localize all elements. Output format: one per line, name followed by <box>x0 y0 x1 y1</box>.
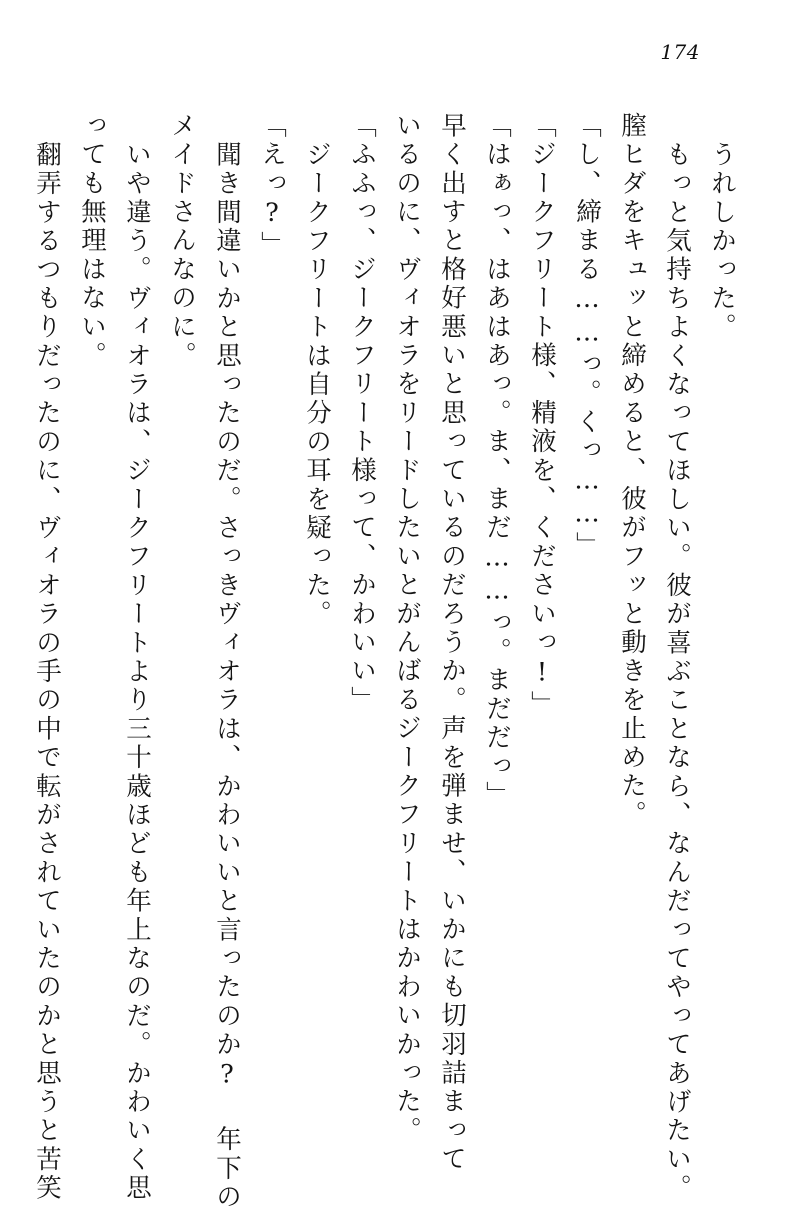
text-column: 「ジークフリート様、精液を、くださいっ!」 <box>527 112 557 720</box>
text-column: 翻弄するつもりだったのに、ヴィオラの手の中で転がされていたのかと思うと苦笑 <box>32 141 62 1203</box>
text-column: メイドさんなのに。 <box>167 112 197 371</box>
text-column: っても無理はない。 <box>77 112 107 371</box>
text-column: 膣ヒダをキュッと締めると、彼がフッと動きを止めた。 <box>617 112 647 830</box>
text-column: 「し、締まる……っ。くっ……」 <box>572 112 602 561</box>
text-column: 聞き間違いかと思ったのだ。さっきヴィオラは、かわいいと言ったのか? 年下の <box>212 141 242 1212</box>
text-column: いや違う。ヴィオラは、ジークフリートより三十歳ほども年上なのだ。かわいく思 <box>122 141 152 1203</box>
text-column: もっと気持ちよくなってほしい。彼が喜ぶことなら、なんだってやってあげたい。 <box>662 141 692 1203</box>
text-column: 早く出すと格好悪いと思っているのだろうか。声を弾ませ、いかにも切羽詰まって <box>437 112 467 1174</box>
page-number: 174 <box>660 40 700 64</box>
text-column: いるのに、ヴィオラをリードしたいとがんばるジークフリートはかわいかった。 <box>392 112 422 1146</box>
text-column: 「はぁっ、はあはあっ。ま、まだ……っ。まだだっ」 <box>482 112 512 810</box>
text-column: 「ふふっ、ジークフリート様って、かわいい」 <box>347 112 377 715</box>
text-column: うれしかった。 <box>707 141 737 342</box>
text-column: ジークフリートは自分の耳を疑った。 <box>302 141 332 629</box>
text-column: 「えっ?」 <box>257 112 287 260</box>
vertical-text-body <box>32 112 737 1212</box>
